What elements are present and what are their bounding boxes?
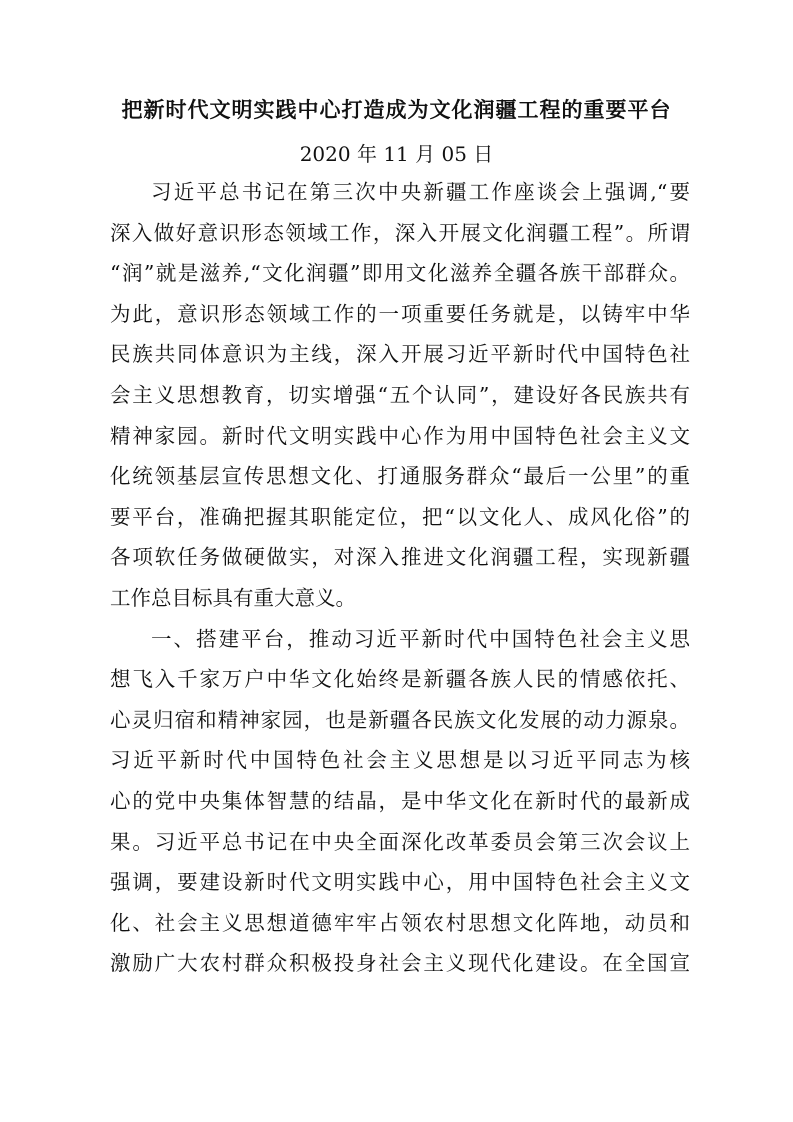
paragraph-line: 化统领基层宣传思想文化、打通服务群众“最后一公里”的重: [110, 464, 690, 489]
paragraph-line: 民族共同体意识为主线，深入开展习近平新时代中国特色社: [110, 342, 690, 367]
paragraph-line: 会主义思想教育，切实增强“五个认同”，建设好各民族共有: [110, 382, 690, 407]
paragraph-line: 果。习近平总书记在中央全面深化改革委员会第三次会议上: [110, 829, 690, 854]
paragraph-line: 要平台，准确把握其职能定位，把“以文化人、成风化俗”的: [110, 504, 690, 529]
paragraph-line: 工作总目标具有重大意义。: [110, 585, 356, 610]
document-date: 2020 年 11 月 05 日: [299, 142, 494, 166]
paragraph-line: 精神家园。新时代文明实践中心作为用中国特色社会主义文: [110, 423, 690, 448]
paragraph-line: 心灵归宿和精神家园，也是新疆各民族文化发展的动力源泉。: [110, 707, 690, 732]
paragraph-line: “润”就是滋养,“文化润疆”即用文化滋养全疆各族干部群众。: [110, 261, 690, 286]
paragraph-line: 各项软任务做硬做实，对深入推进文化润疆工程，实现新疆: [110, 545, 690, 570]
paragraph-line: 习近平总书记在第三次中央新疆工作座谈会上强调,“要: [151, 180, 690, 204]
paragraph-line: 深入做好意识形态领域工作，深入开展文化润疆工程”。所谓: [110, 220, 690, 245]
paragraph-line: 心的党中央集体智慧的结晶，是中华文化在新时代的最新成: [110, 788, 690, 813]
document-title: 把新时代文明实践中心打造成为文化润疆工程的重要平台: [121, 97, 672, 122]
paragraph-line: 强调，要建设新时代文明实践中心，用中国特色社会主义文: [110, 870, 690, 895]
paragraph-line: 习近平新时代中国特色社会主义思想是以习近平同志为核: [110, 748, 690, 773]
paragraph-line: 一、搭建平台，推动习近平新时代中国特色社会主义思: [151, 626, 690, 651]
paragraph-line: 想飞入千家万户中华文化始终是新疆各族人民的情感依托、: [110, 667, 690, 692]
paragraph-line: 化、社会主义思想道德牢牢占领农村思想文化阵地，动员和: [110, 910, 690, 935]
paragraph-line: 为此，意识形态领域工作的一项重要任务就是，以铸牢中华: [110, 301, 690, 326]
document-body: [110, 172, 690, 984]
paragraph-line: 激励广大农村群众积极投身社会主义现代化建设。在全国宣: [110, 951, 690, 976]
